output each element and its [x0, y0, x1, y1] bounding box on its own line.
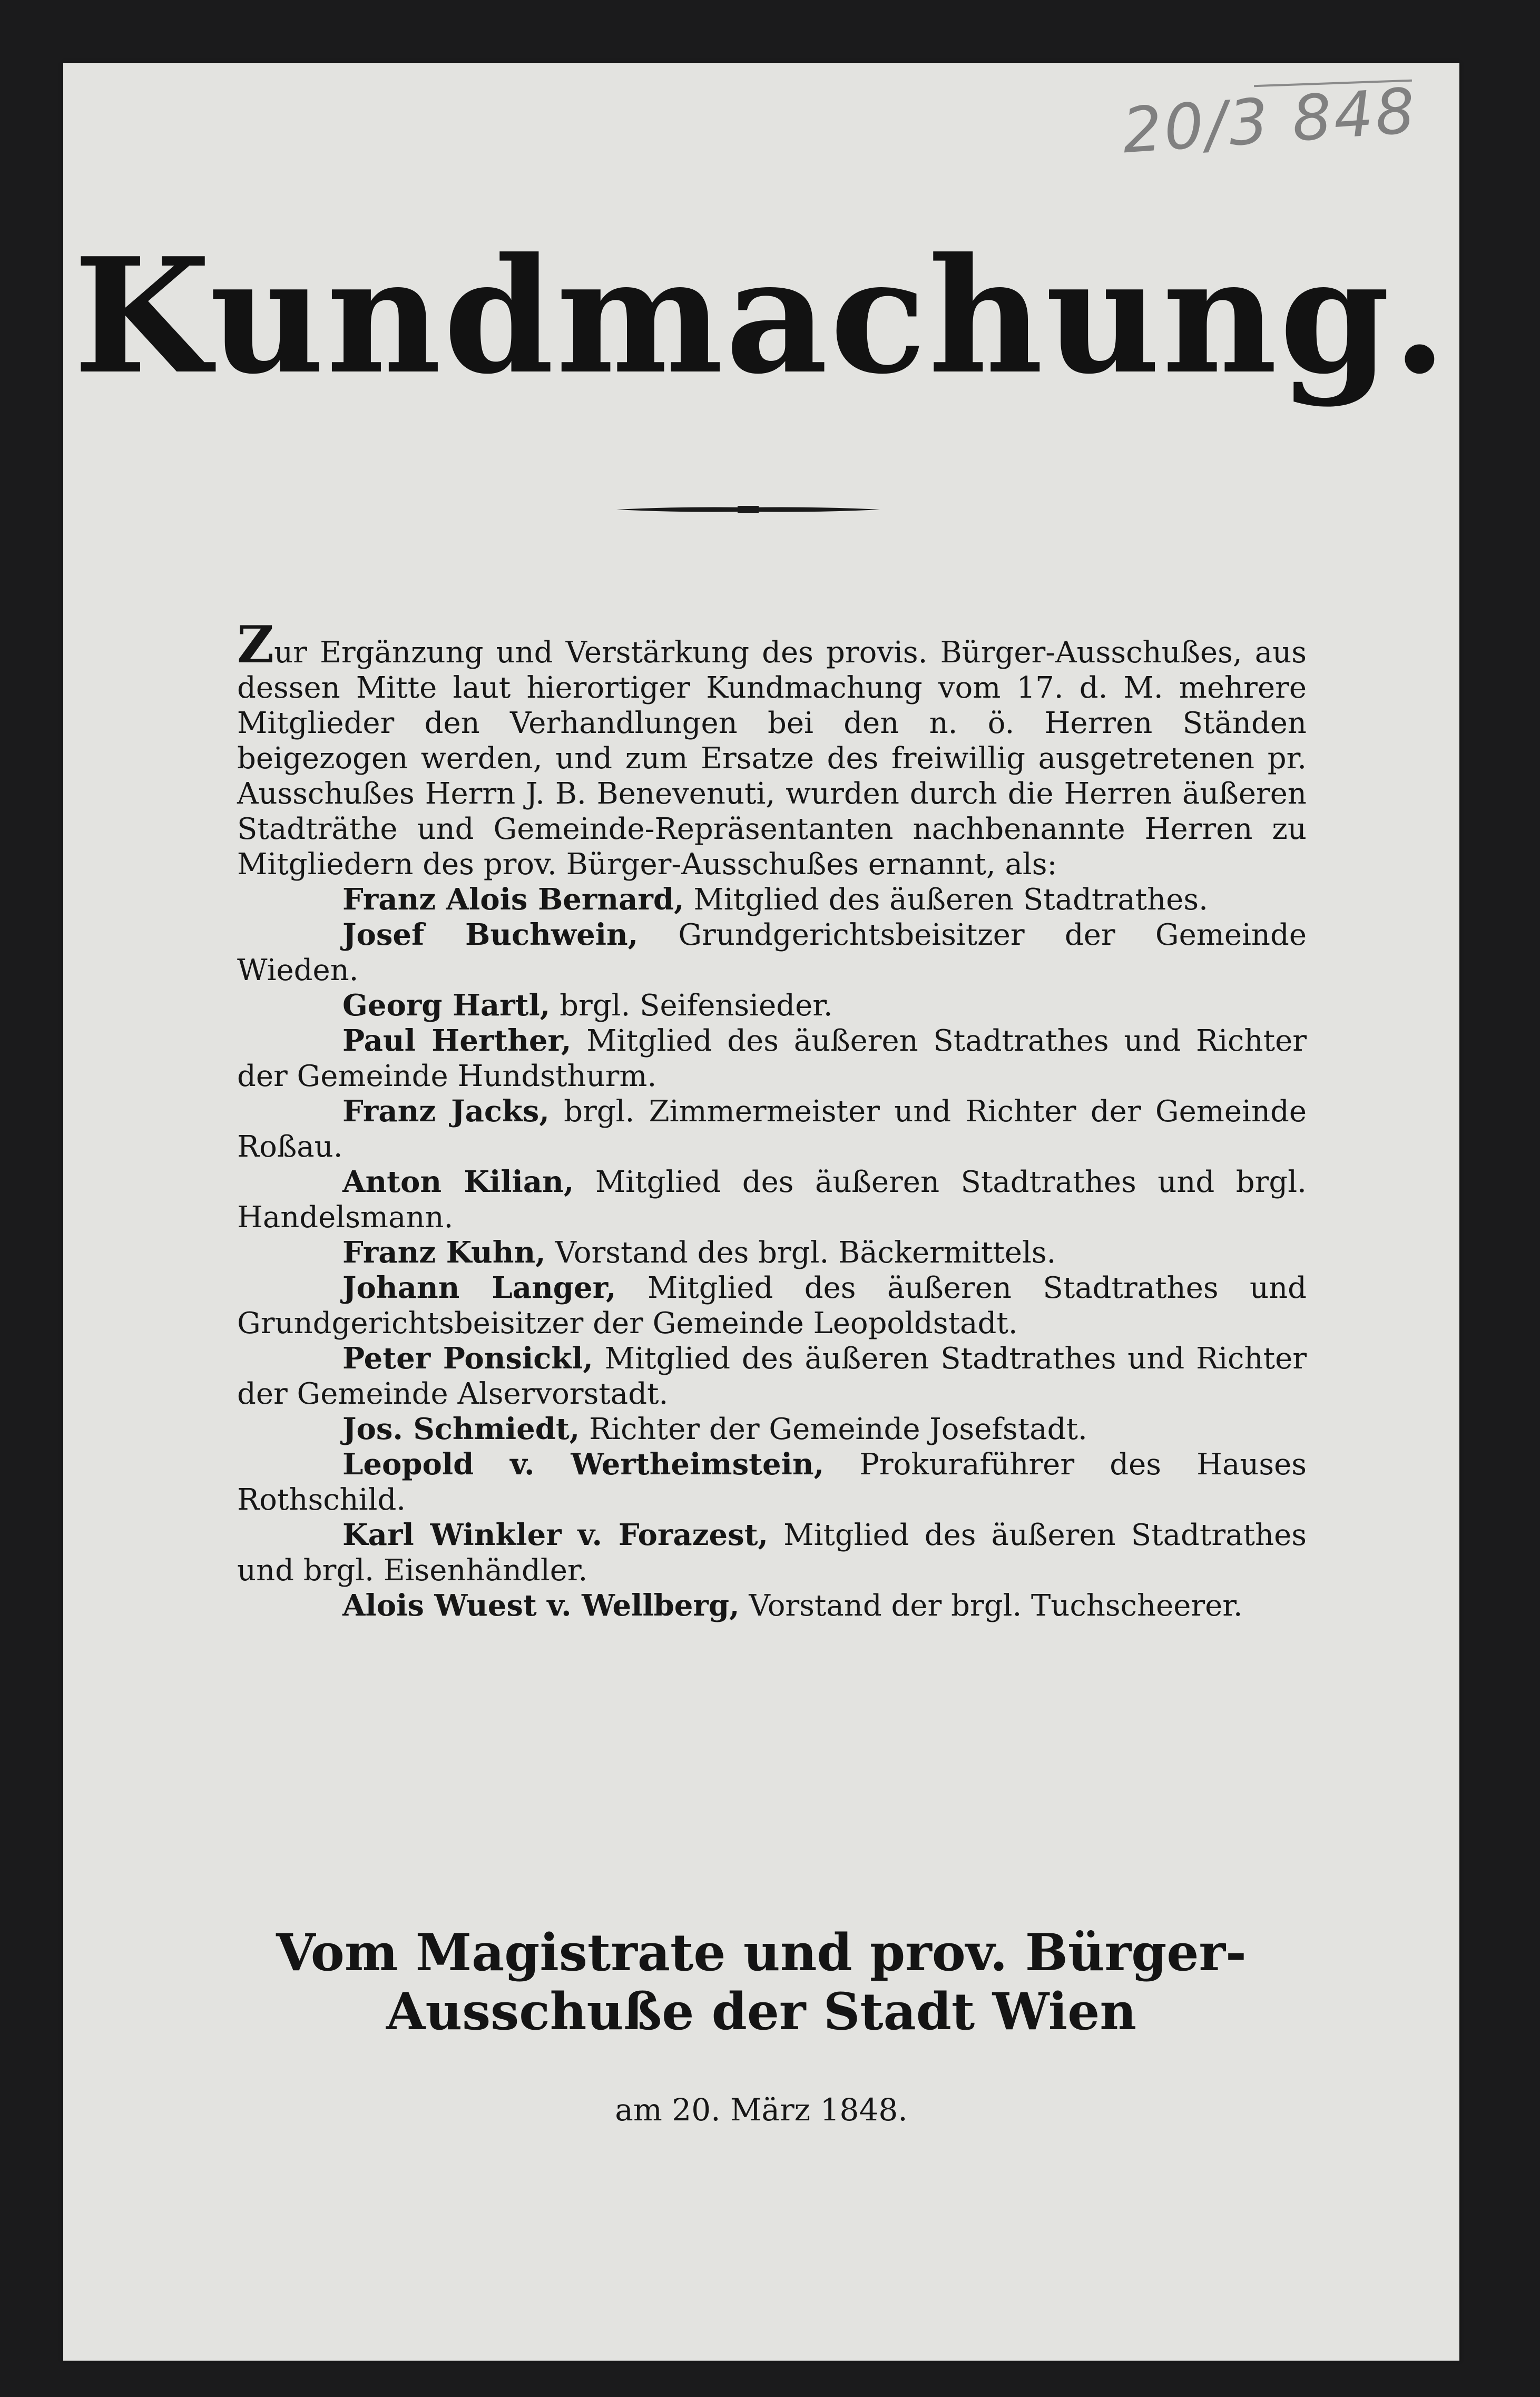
- issue-date: am 20. März 1848.: [615, 2092, 908, 2128]
- member-description: Mitglied des äußeren Stadtrathes.: [693, 883, 1208, 917]
- member-entry: [237, 882, 1307, 917]
- member-entry: [237, 1518, 1307, 1588]
- member-list: [237, 882, 1307, 1623]
- member-name: Jos. Schmiedt,: [342, 1412, 580, 1446]
- member-description: Mitglied des äußeren Stadtrathes und Richter der Gemeinde Alservorstadt.: [237, 1342, 1307, 1411]
- member-description: Richter der Gemeinde Josefstadt.: [589, 1412, 1087, 1446]
- member-name: Franz Jacks,: [342, 1094, 550, 1129]
- intro-paragraph: Zur Ergänzung und Verstärkung des provis. Bürger-Ausschußes, aus dessen Mitte laut hierortiger Kundmachung vom 17. d. M. mehrere Mitglieder den Verhandlungen bei den n. ö. Herren Ständen beigezogen werden, und zum Ersatze des freiwillig ausgetretenen pr. Ausschußes Herrn J. B. Benevenuti, wurden durch die Herren äußeren Stadträthe und Gemeinde-Repräsentanten nachbenannte Herren zu Mitgliedern des prov. Bürger-Ausschußes ernannt, als:: [237, 615, 1307, 882]
- member-entry: [237, 1023, 1307, 1094]
- member-name: Alois Wuest v. Wellberg,: [342, 1588, 740, 1623]
- member-description: brgl. Seifensieder.: [560, 989, 833, 1023]
- member-description: Vorstand der brgl. Tuchscheerer.: [749, 1589, 1243, 1623]
- issuing-authority: [63, 1923, 1459, 2041]
- member-description: brgl. Zimmermeister und Richter der Gemeinde Roßau.: [237, 1094, 1307, 1164]
- handwritten-archive-note: 20/3 848: [1120, 74, 1419, 168]
- ornamental-rule: [616, 505, 880, 514]
- member-description: Mitglied des äußeren Stadtrathes und Grundgerichtsbeisitzer der Gemeinde Leopoldstadt.: [237, 1271, 1307, 1341]
- document-page: [63, 63, 1459, 2361]
- member-name: Karl Winkler v. Forazest,: [342, 1518, 768, 1552]
- member-entry: [237, 1412, 1307, 1447]
- document-title: Kundmachung.: [73, 223, 1449, 409]
- member-entry: [237, 1341, 1307, 1412]
- member-description: Mitglied des äußeren Stadtrathes und brgl. Handelsmann.: [237, 1165, 1307, 1235]
- member-name: Johann Langer,: [342, 1270, 616, 1305]
- member-entry: [237, 1588, 1307, 1623]
- member-name: Josef Buchwein,: [342, 917, 639, 952]
- member-name: Leopold v. Wertheimstein,: [342, 1447, 825, 1482]
- member-entry: [237, 1447, 1307, 1518]
- member-name: Peter Ponsickl,: [342, 1341, 593, 1376]
- announcement-body: [237, 615, 1307, 1623]
- member-description: Mitglied des äußeren Stadtrathes und brgl. Eisenhändler.: [237, 1518, 1307, 1588]
- member-entry: [237, 1235, 1307, 1270]
- authority-line-1: Vom Magistrate und prov. Bürger-: [276, 1923, 1247, 1982]
- member-description: Vorstand des brgl. Bäckermittels.: [555, 1236, 1056, 1270]
- member-name: Paul Herther,: [342, 1023, 572, 1058]
- member-entry: [237, 1270, 1307, 1341]
- member-entry: [237, 1094, 1307, 1165]
- authority-line-2: Ausschuße der Stadt Wien: [386, 1982, 1137, 2041]
- member-name: Franz Kuhn,: [342, 1235, 546, 1270]
- member-name: Georg Hartl,: [342, 988, 551, 1023]
- member-entry: [237, 917, 1307, 988]
- member-entry: [237, 988, 1307, 1023]
- member-entry: [237, 1165, 1307, 1235]
- member-description: Prokuraführer des Hauses Rothschild.: [237, 1447, 1307, 1517]
- member-name: Anton Kilian,: [342, 1165, 574, 1199]
- member-description: Mitglied des äußeren Stadtrathes und Richter der Gemeinde Hundsthurm.: [237, 1024, 1307, 1093]
- member-name: Franz Alois Bernard,: [342, 882, 684, 917]
- member-description: Grundgerichtsbeisitzer der Gemeinde Wieden.: [237, 918, 1307, 987]
